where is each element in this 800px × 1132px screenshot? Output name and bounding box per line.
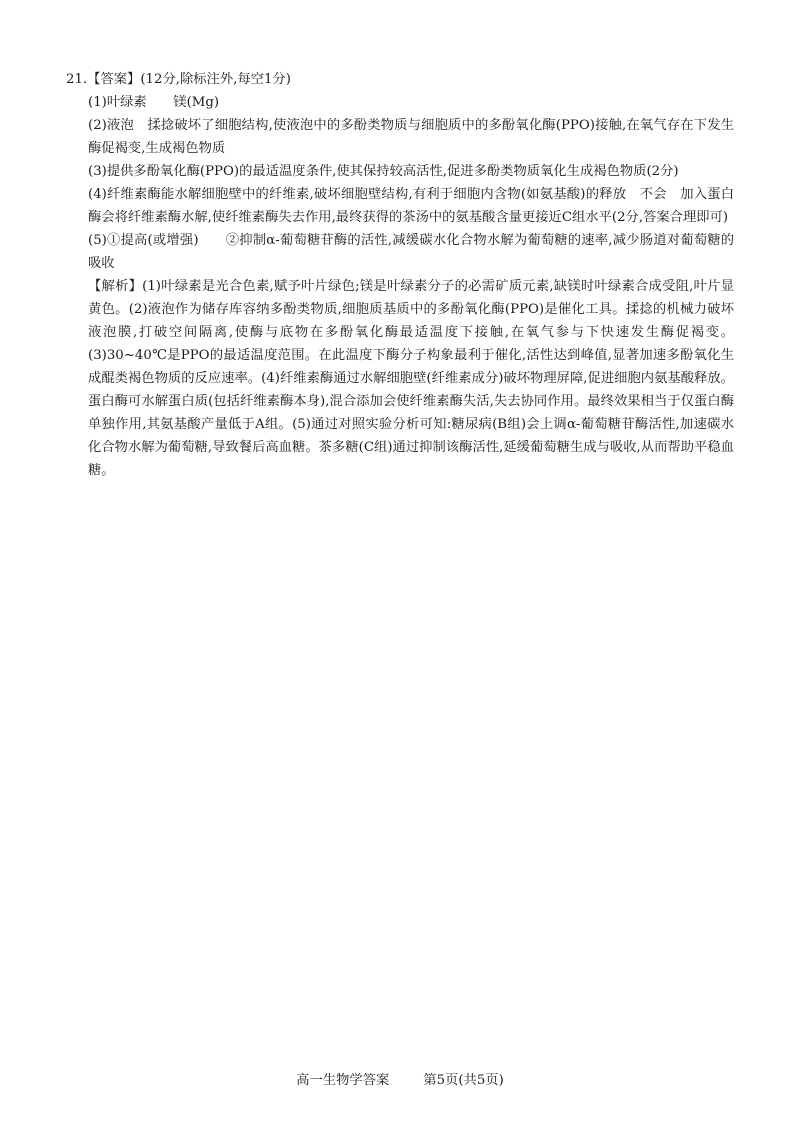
footer-subject: 高一生物学答案 [296, 1073, 390, 1088]
page-footer [0, 1071, 800, 1091]
answer-part-4: (4)纤维素酶能水解细胞壁中的纤维素,破坏细胞壁结构,有利于细胞内含物(如氨基酸)的释放 不会 加入蛋白酶会将纤维素酶水解,使纤维素酶失去作用,最终获得的茶汤中的氨基酸含量更接近C组水平(2分,答案合理即可) [88, 187, 734, 225]
answer-part-2: (2)液泡 揉捻破坏了细胞结构,使液泡中的多酚类物质与细胞质中的多酚氧化酶(PPO)接触,在氧气存在下发生酶促褐变,生成褐色物质 [88, 118, 734, 156]
answer-part-3: (3)提供多酚氧化酶(PPO)的最适温度条件,使其保持较高活性,促进多酚类物质氧化生成褐色物质(2分) [88, 164, 679, 179]
footer-page-number: 第5页(共5页) [423, 1073, 504, 1088]
document-body [66, 68, 734, 482]
answer-part-5: (5)①提高(或增强) ②抑制α-葡萄糖苷酶的活性,减缓碳水化合物水解为葡萄糖的速率,减少肠道对葡萄糖的吸收 [88, 233, 734, 271]
analysis-paragraph: 【解析】(1)叶绿素是光合色素,赋予叶片绿色;镁是叶绿素分子的必需矿质元素,缺镁时叶绿素合成受阻,叶片显黄色。(2)液泡作为储存库容纳多酚类物质,细胞质基质中的多酚氧化酶(PPO)是催化工具。揉捻的机械力破坏液泡膜,打破空间隔离,使酶与底物在多酚氧化酶最适温度下接触,在氧气参与下快速发生酶促褐变。(3)30~40℃是PPO的最适温度范围。在此温度下酶分子构象最利于催化,活性达到峰值,显著加速多酚氧化生成醌类褐色物质的反应速率。(4)纤维素酶通过水解细胞壁(纤维素成分)破坏物理屏障,促进细胞内氨基酸释放。蛋白酶可水解蛋白质(包括纤维素酶本身),混合添加会使纤维素酶失活,失去协同作用。最终效果相当于仅蛋白酶单独作用,其氨基酸产量低于A组。(5)通过对照实验分析可知:糖尿病(B组)会上调α-葡萄糖苷酶活性,加速碳水化合物水解为葡萄糖,导致餐后高血糖。茶多糖(C组)通过抑制该酶活性,延缓葡萄糖生成与吸收,从而帮助平稳血糖。 [88, 279, 734, 478]
answer-header: 21.【答案】(12分,除标注外,每空1分) [66, 72, 291, 87]
answer-part-1: (1)叶绿素 镁(Mg) [88, 95, 220, 110]
